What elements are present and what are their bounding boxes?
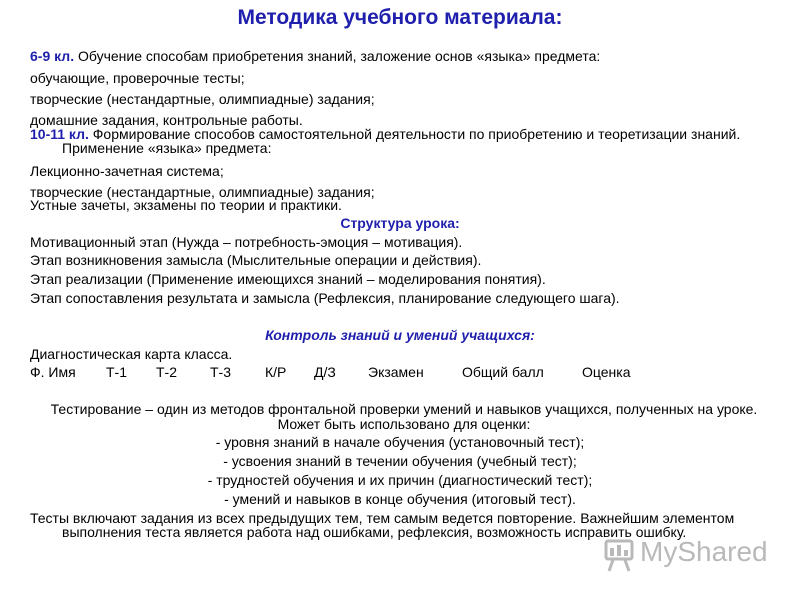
testing-closing: Тесты включают задания из всех предыдущих тем, тем самым ведется повторение. Важнейшим элементом выполнения теста является работа над ошибками, рефлексия, возможность исправить ошибку.: [30, 510, 735, 540]
section1-item: творческие (нестандартные, олимпиадные) задания;: [30, 91, 375, 107]
section1-intro-line: [30, 48, 776, 64]
section1-item: домашние задания, контрольные работы.: [30, 112, 303, 128]
section2-item: творческие (нестандартные, олимпиадные) задания;: [30, 184, 375, 200]
column-header: Общий балл: [462, 364, 544, 380]
column-header: Д/З: [314, 364, 336, 380]
testing-item: - трудностей обучения и их причин (диагностический тест);: [207, 472, 593, 488]
column-header: Ф. Имя: [30, 364, 76, 380]
section2-item: Устные зачеты, экзамены по теории и практики.: [30, 197, 342, 213]
lesson-stage-item: Этап сопоставления результата и замысла (Рефлексия, планирование следующего шага).: [30, 290, 620, 306]
testing-item: - усвоения знаний в течении обучения (учебный тест);: [223, 453, 577, 469]
grade-10-11-label: 10-11 кл.: [30, 126, 89, 142]
column-header: Т-1: [106, 364, 127, 380]
presentation-board-icon: [604, 538, 634, 572]
section2-intro-line: [30, 127, 776, 155]
section2-intro: Формирование способов самостоятельной деятельности по приобретению и теоретизации знаний. Применение «языка» предмета:: [62, 126, 741, 156]
lesson-structure-heading: Структура урока:: [340, 215, 460, 231]
page-title: Методика учебного материала:: [237, 6, 563, 29]
section1-intro: Обучение способам приобретения знаний, заложение основ «языка» предмета:: [74, 48, 601, 64]
column-header: Оценка: [582, 364, 631, 380]
lesson-stage-item: Мотивационный этап (Нужда – потребность-эмоция – мотивация).: [30, 234, 463, 250]
column-header: Т-2: [156, 364, 177, 380]
diagnostic-card-label: Диагностическая карта класса.: [30, 346, 233, 362]
testing-item: - уровня знаний в начале обучения (установочный тест);: [215, 434, 585, 450]
section2-item: Лекционно-зачетная система;: [30, 163, 224, 179]
grade-6-9-label: 6-9 кл.: [30, 48, 75, 64]
column-header: Экзамен: [368, 364, 424, 380]
lesson-stage-item: Этап возникновения замысла (Мыслительные операции и действия).: [30, 252, 482, 268]
section1-item: обучающие, проверочные тесты;: [30, 70, 245, 86]
column-header: Т-3: [210, 364, 231, 380]
watermark-text: MyShared: [640, 536, 768, 567]
testing-intro: Тестирование – один из методов фронтальной проверки умений и навыков учащихся, полученных на уроке. Может быть использовано для оценки:: [50, 401, 758, 432]
testing-item: - умений и навыков в конце обучения (итоговый тест).: [224, 491, 576, 507]
control-heading: Контроль знаний и умений учащихся:: [265, 327, 535, 343]
lesson-stage-item: Этап реализации (Применение имеющихся знаний – моделирования понятия).: [30, 271, 546, 287]
watermark: [604, 534, 774, 574]
column-header: К/Р: [265, 364, 287, 380]
